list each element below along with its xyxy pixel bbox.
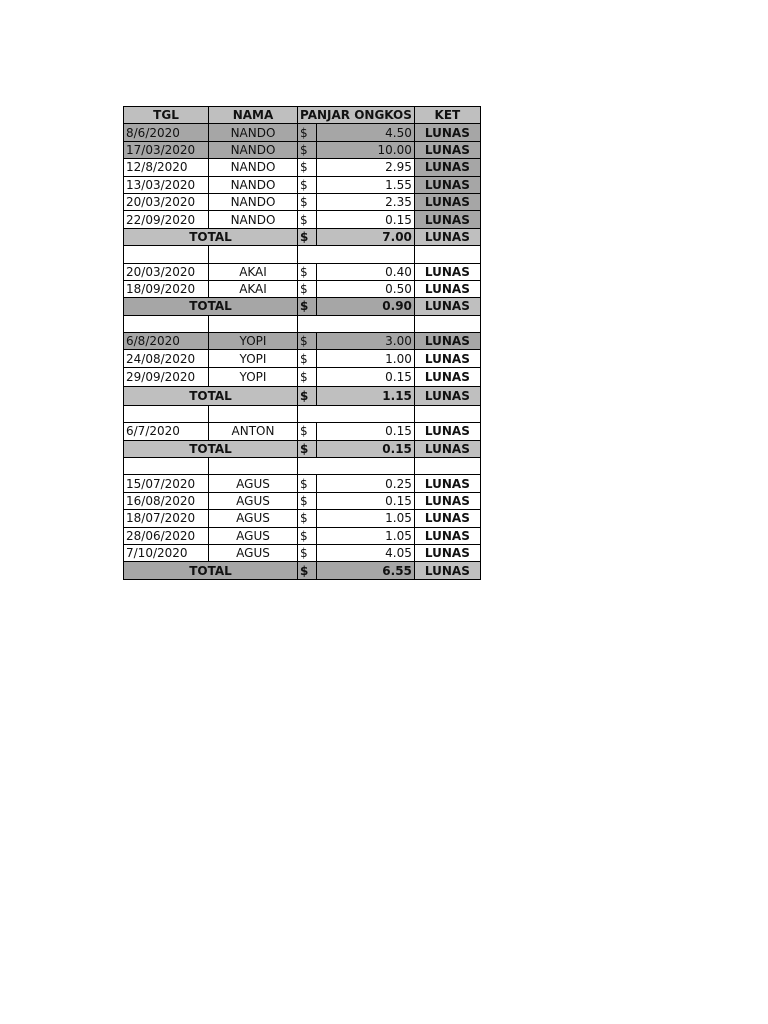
total-label: TOTAL [124, 228, 298, 245]
total-ket: LUNAS [414, 440, 480, 457]
cell-tgl: 13/03/2020 [124, 176, 209, 193]
cell-tgl: 29/09/2020 [124, 367, 209, 386]
cell-tgl: 8/6/2020 [124, 124, 209, 141]
cell-amount: 10.00 [316, 141, 414, 158]
cell-ket: LUNAS [414, 510, 480, 527]
cell-nama: YOPI [209, 367, 298, 386]
cell-currency: $ [298, 475, 317, 492]
cell-currency: $ [298, 440, 317, 457]
table-row [124, 176, 481, 193]
cell-nama: AKAI [209, 263, 298, 280]
total-row [124, 562, 481, 579]
cell-currency: $ [298, 298, 317, 315]
cell-nama: NANDO [209, 141, 298, 158]
cell-ket: LUNAS [414, 176, 480, 193]
cell-currency: $ [298, 333, 317, 350]
cell-amount: 0.15 [316, 492, 414, 509]
empty-cell [209, 246, 298, 263]
cell-ket: LUNAS [414, 544, 480, 561]
cell-amount: 1.00 [316, 350, 414, 367]
cell-ket: LUNAS [414, 350, 480, 367]
total-row [124, 298, 481, 315]
cell-nama: AGUS [209, 510, 298, 527]
cell-amount: 4.50 [316, 124, 414, 141]
cell-amount: 1.05 [316, 510, 414, 527]
cell-amount: 0.15 [316, 211, 414, 228]
cell-nama: YOPI [209, 350, 298, 367]
cell-amount: 2.95 [316, 159, 414, 176]
cell-currency: $ [298, 562, 317, 579]
table-row [124, 333, 481, 350]
total-label: TOTAL [124, 440, 298, 457]
cell-currency: $ [298, 386, 317, 405]
cell-currency: $ [298, 544, 317, 561]
cell-tgl: 6/8/2020 [124, 333, 209, 350]
empty-cell [124, 458, 209, 475]
cell-amount: 3.00 [316, 333, 414, 350]
cell-nama: NANDO [209, 124, 298, 141]
cell-amount: 1.05 [316, 527, 414, 544]
cell-nama: AGUS [209, 544, 298, 561]
header-ket: KET [414, 107, 480, 124]
table-row [124, 193, 481, 210]
cell-ket: LUNAS [414, 263, 480, 280]
cell-tgl: 16/08/2020 [124, 492, 209, 509]
total-ket: LUNAS [414, 298, 480, 315]
cell-tgl: 20/03/2020 [124, 263, 209, 280]
total-label: TOTAL [124, 386, 298, 405]
cell-currency: $ [298, 510, 317, 527]
empty-cell [298, 315, 415, 332]
empty-cell [209, 405, 298, 422]
cell-ket: LUNAS [414, 280, 480, 297]
table-row [124, 159, 481, 176]
cell-ket: LUNAS [414, 124, 480, 141]
total-row [124, 228, 481, 245]
cell-currency: $ [298, 124, 317, 141]
empty-cell [414, 246, 480, 263]
cell-amount: 2.35 [316, 193, 414, 210]
empty-cell [298, 405, 415, 422]
spacer-row [124, 405, 481, 422]
empty-cell [209, 315, 298, 332]
cell-tgl: 15/07/2020 [124, 475, 209, 492]
empty-cell [209, 458, 298, 475]
cell-tgl: 7/10/2020 [124, 544, 209, 561]
cell-ket: LUNAS [414, 423, 480, 440]
cell-nama: AGUS [209, 492, 298, 509]
total-amount: 7.00 [316, 228, 414, 245]
total-ket: LUNAS [414, 228, 480, 245]
cell-currency: $ [298, 159, 317, 176]
table-row [124, 527, 481, 544]
cell-nama: NANDO [209, 193, 298, 210]
table-row [124, 367, 481, 386]
cell-currency: $ [298, 176, 317, 193]
total-label: TOTAL [124, 562, 298, 579]
header-nama: NAMA [209, 107, 298, 124]
cell-nama: NANDO [209, 159, 298, 176]
cell-ket: LUNAS [414, 159, 480, 176]
cell-amount: 0.15 [316, 367, 414, 386]
cell-nama: AKAI [209, 280, 298, 297]
cell-amount: 0.50 [316, 280, 414, 297]
table-row [124, 124, 481, 141]
cell-ket: LUNAS [414, 333, 480, 350]
empty-cell [414, 315, 480, 332]
cell-currency: $ [298, 193, 317, 210]
table-row [124, 263, 481, 280]
header-row [124, 107, 481, 124]
table-row [124, 544, 481, 561]
cell-currency: $ [298, 263, 317, 280]
total-amount: 1.15 [316, 386, 414, 405]
spacer-row [124, 315, 481, 332]
table-row [124, 280, 481, 297]
cell-amount: 0.40 [316, 263, 414, 280]
cell-currency: $ [298, 280, 317, 297]
cell-amount: 0.15 [316, 423, 414, 440]
cell-nama: ANTON [209, 423, 298, 440]
total-amount: 6.55 [316, 562, 414, 579]
cell-ket: LUNAS [414, 211, 480, 228]
cell-nama: NANDO [209, 176, 298, 193]
empty-cell [414, 405, 480, 422]
total-row [124, 386, 481, 405]
table-row [124, 423, 481, 440]
cell-nama: AGUS [209, 527, 298, 544]
cell-currency: $ [298, 367, 317, 386]
cell-currency: $ [298, 350, 317, 367]
cell-tgl: 28/06/2020 [124, 527, 209, 544]
empty-cell [124, 315, 209, 332]
table-row [124, 475, 481, 492]
cell-ket: LUNAS [414, 141, 480, 158]
empty-cell [414, 458, 480, 475]
cell-currency: $ [298, 228, 317, 245]
total-label: TOTAL [124, 298, 298, 315]
table-row [124, 141, 481, 158]
total-ket: LUNAS [414, 386, 480, 405]
header-panjar-ongkos: PANJAR ONGKOS [298, 107, 415, 124]
spacer-row [124, 458, 481, 475]
cell-amount: 1.55 [316, 176, 414, 193]
table-row [124, 211, 481, 228]
cell-tgl: 24/08/2020 [124, 350, 209, 367]
total-ket: LUNAS [414, 562, 480, 579]
cell-ket: LUNAS [414, 475, 480, 492]
empty-cell [298, 246, 415, 263]
total-row [124, 440, 481, 457]
table-row [124, 510, 481, 527]
empty-cell [124, 246, 209, 263]
cell-tgl: 6/7/2020 [124, 423, 209, 440]
cell-tgl: 18/07/2020 [124, 510, 209, 527]
cell-tgl: 22/09/2020 [124, 211, 209, 228]
table-row [124, 492, 481, 509]
empty-cell [298, 458, 415, 475]
header-tgl: TGL [124, 107, 209, 124]
cell-tgl: 20/03/2020 [124, 193, 209, 210]
empty-cell [124, 405, 209, 422]
cell-currency: $ [298, 492, 317, 509]
cell-amount: 4.05 [316, 544, 414, 561]
cell-ket: LUNAS [414, 492, 480, 509]
total-amount: 0.90 [316, 298, 414, 315]
cell-currency: $ [298, 141, 317, 158]
cell-ket: LUNAS [414, 527, 480, 544]
spacer-row [124, 246, 481, 263]
cell-currency: $ [298, 211, 317, 228]
cell-currency: $ [298, 527, 317, 544]
cell-nama: AGUS [209, 475, 298, 492]
total-amount: 0.15 [316, 440, 414, 457]
cell-tgl: 12/8/2020 [124, 159, 209, 176]
cell-tgl: 17/03/2020 [124, 141, 209, 158]
cell-nama: NANDO [209, 211, 298, 228]
cell-amount: 0.25 [316, 475, 414, 492]
payment-ledger-table [123, 106, 481, 580]
cell-nama: YOPI [209, 333, 298, 350]
cell-ket: LUNAS [414, 367, 480, 386]
table-row [124, 350, 481, 367]
cell-currency: $ [298, 423, 317, 440]
cell-tgl: 18/09/2020 [124, 280, 209, 297]
cell-ket: LUNAS [414, 193, 480, 210]
